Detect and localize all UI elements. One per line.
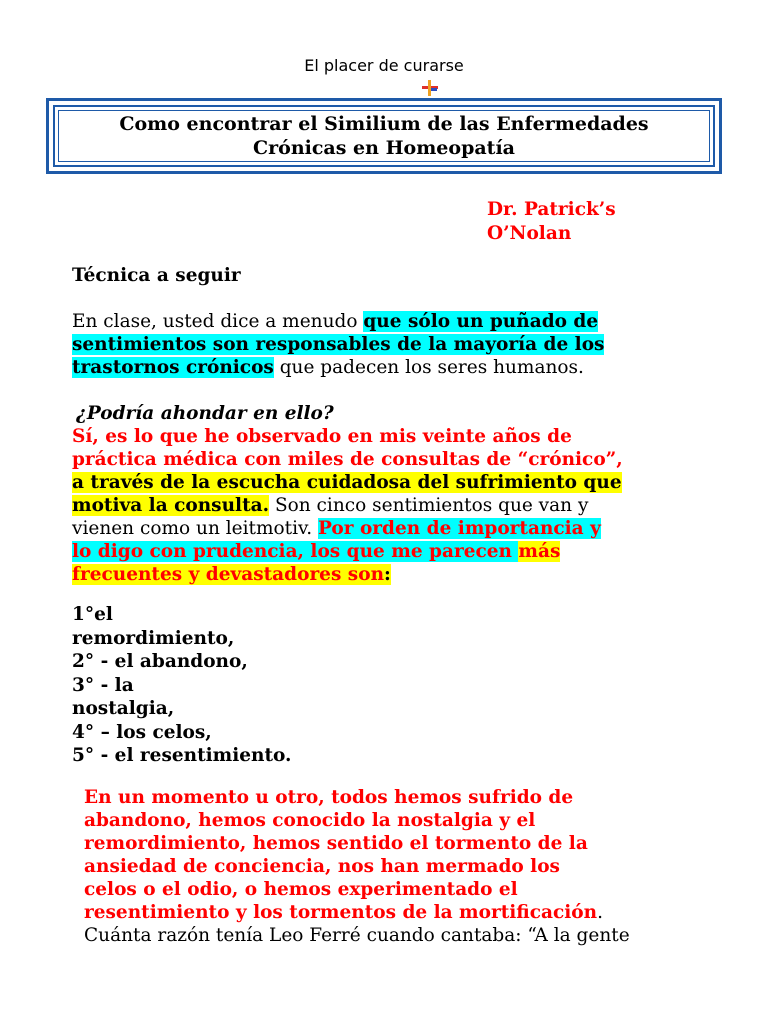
- title-frame: [46, 98, 722, 174]
- interview-answer: Sí, es lo que he observado en mis veinte años de práctica médica con miles de consultas de “crónico”, a través de la escucha cuidadosa del sufrimiento que motiva la consulta. Son cinco sentimientos que van y vienen como un leitmotiv. Por orden de importancia y lo digo con prudencia, los que me parecen más frecuentes y devastadores son:: [72, 426, 623, 585]
- closing-paragraph: En un momento u otro, todos hemos sufrido de abandono, hemos conocido la nostalgia y el remordimiento, hemos sentido el tormento de la ansiedad de conciencia, nos han mermado los celos o el odio, o hemos experimentado el resentimiento y los tormentos de la mortificación. Cuánta razón tenía Leo Ferré cuando cantaba: “A la gente: [84, 787, 630, 946]
- author-name: Dr. Patrick’s O’Nolan: [487, 199, 616, 244]
- doc-title-line-2: Crónicas en Homeopatía: [253, 137, 515, 159]
- cross-logo-icon: [420, 80, 440, 96]
- list-item: 3° - la: [72, 674, 134, 696]
- list-item: nostalgia,: [72, 698, 175, 719]
- site-title: El placer de curarse: [304, 56, 464, 75]
- doc-title-line-1: Como encontrar el Similium de las Enfermedades: [119, 113, 649, 135]
- list-item: 5° - el resentimiento.: [72, 745, 292, 766]
- paragraph-intro: En clase, usted dice a menudo que sólo un puñado de sentimientos son responsables de la mayoría de los trastornos crónicos que padecen los seres humanos.: [72, 311, 605, 378]
- section-heading: Técnica a seguir: [72, 265, 241, 286]
- feelings-list: [72, 603, 712, 768]
- list-item: 1°el: [72, 604, 113, 625]
- list-item: 4° – los celos,: [72, 721, 212, 743]
- interview-question: ¿Podría ahondar en ello?: [76, 403, 334, 424]
- list-item: remordimiento,: [72, 627, 235, 649]
- list-item: 2° - el abandono,: [72, 651, 248, 672]
